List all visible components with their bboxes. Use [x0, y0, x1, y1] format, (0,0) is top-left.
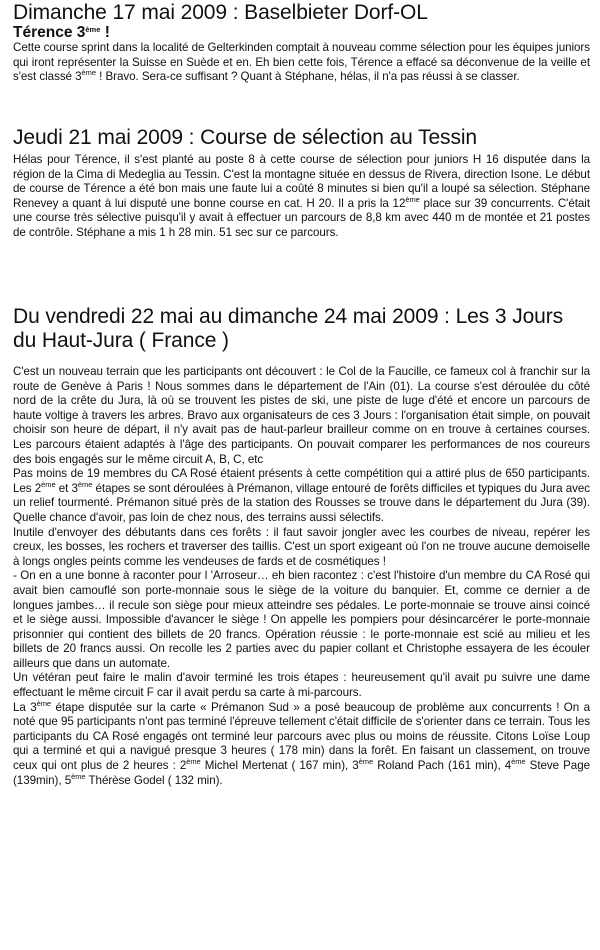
- section-baselbieter: [13, 2, 590, 85]
- section-haut-jura: [13, 305, 590, 788]
- paragraph: C'est un nouveau terrain que les participants ont découvert : le Col de la Faucille, ce fameux col à franchir sur la route de Genève à Paris ! Nous sommes dans le département de l'Ain (01). La course s'est déroulée du côté nord de la crête du Jura, là où se trouvent les pistes de ski, une piste de luge d'été et encore un parcours de haute voltige à travers les arbres. Bravo aux organisateurs de ces 3 Jours : l'organisation était simple, on pouvait choisir son heure de départ, il n'y avait pas de haut-parleur brailleur comme on en trouve à certaines courses. Les parcours étaient adaptés à l'âge des participants. On pouvait comparer les performances de nos coureurs des bois engagés sur le même circuit A, B, C, etc: [13, 365, 590, 466]
- paragraph: La 3ème étape disputée sur la carte « Prémanon Sud » a posé beaucoup de problème aux concurrents ! On a noté que 95 participants n'ont pas terminé l'épreuve tellement c'était difficile de s'orienter dans ce terrain. Tous les participants du CA Rosé engagés ont terminé leur parcours avec plus ou moins de réussite. Citons Loïse Loup qui a terminé et qui a navigué presque 3 heures ( 178 min) dans la forêt. En faisant un classement, on trouve ceux qui ont plus de 2 heures : 2ème Michel Mertenat ( 167 min), 3ème Roland Pach (161 min), 4ème Steve Page (139min), 5ème Thérèse Godel ( 132 min).: [13, 698, 591, 787]
- section-title: Dimanche 17 mai 2009 : Baselbieter Dorf-OL: [13, 1, 428, 24]
- section-title: Jeudi 21 mai 2009 : Course de sélection au Tessin: [13, 126, 478, 149]
- section-tessin: [13, 127, 590, 241]
- paragraph: - On en a une bonne à raconter pour l 'Arroseur… eh bien racontez : c'est l'histoire d'un membre du CA Rosé qui avait bien camouflé son porte-monnaie sous le siège de la voiture du banquier. Et, comme ce dernier a de longues jambes… il recule son siège pour mieux atteindre ses pédales. Le porte-monnaie se trouve ainsi coincé et le siège aussi. Impossible d'avancer le siège ! On appelle les pompiers pour désincarcérer le porte-monnaie prisonnier qui contient des billets de 20 francs. Opération réussie : le porte-monnaie est scié au milieu et les billets de 20 francs aussi. On recolle les 2 parties avec du papier collant et Christophe essayera de les écouler ailleurs que dans un automate.: [13, 569, 590, 670]
- section-title: Du vendredi 22 mai au dimanche 24 mai 2009 : Les 3 Jours du Haut-Jura ( France ): [13, 305, 564, 352]
- paragraph: Pas moins de 19 membres du CA Rosé étaient présents à cette compétition qui a attiré plus de 650 participants. Les 2ème et 3ème étapes se sont déroulées à Prémanon, village entouré de forêts difficiles et typiques du Jura avec un relief tourmenté. Prémanon situé près de la station des Rousses se trouve dans le département du Jura (39). Quelle chance d'avoir, pas loin de chez nous, des terrains aussi sélectifs.: [13, 467, 590, 524]
- paragraph: Un vétéran peut faire le malin d'avoir terminé les trois étapes : heureusement qu'il avait pu suivre une dame effectuant le même circuit F car il avait perdu sa carte à mi-parcours.: [13, 671, 590, 700]
- paragraph: Inutile d'envoyer des débutants dans ces forêts : il faut savoir jongler avec les courbes de niveau, repérer les creux, les bosses, les rochers et traverser des taillis. C'est un sport exigeant où l'on ne trouve aucune demoiselle à longs ongles peints comme les vendeuses de fards et de cosmétiques !: [13, 525, 590, 568]
- section-subtitle: Térence 3ème !: [13, 24, 110, 41]
- paragraph: Cette course sprint dans la localité de Gelterkinden comptait à nouveau comme sélection pour les équipes juniors qui iront représenter la Suisse en Suède et en. Eh bien cette fois, Térence a effacé sa déconvenue de la veille et s'est classé 3ème ! Bravo. Sera-ce suffisant ? Quant à Stéphane, hélas, il n'a pas réussi à se classer.: [13, 41, 590, 84]
- paragraph: Hélas pour Térence, il s'est planté au poste 8 à cette course de sélection pour juniors H 16 disputée dans la région de la Cima di Medeglia au Tessin. C'est la montagne située en dessus de Rivera, direction Isone. Le début de course de Térence a été bon mais une faute lui a coûté 8 minutes si bien qu'il a loupé sa sélection. Stéphane Renevey a quant à lui disputé une bonne course en cat. H 20. Il a pris la 12ème place sur 39 concurrents. C'était une course très sélective puisqu'il y avait à effectuer un parcours de 8,8 km avec 440 m de montée et 21 postes de contrôle. Stéphane a mis 1 h 28 min. 51 sec sur ce parcours.: [13, 153, 590, 239]
